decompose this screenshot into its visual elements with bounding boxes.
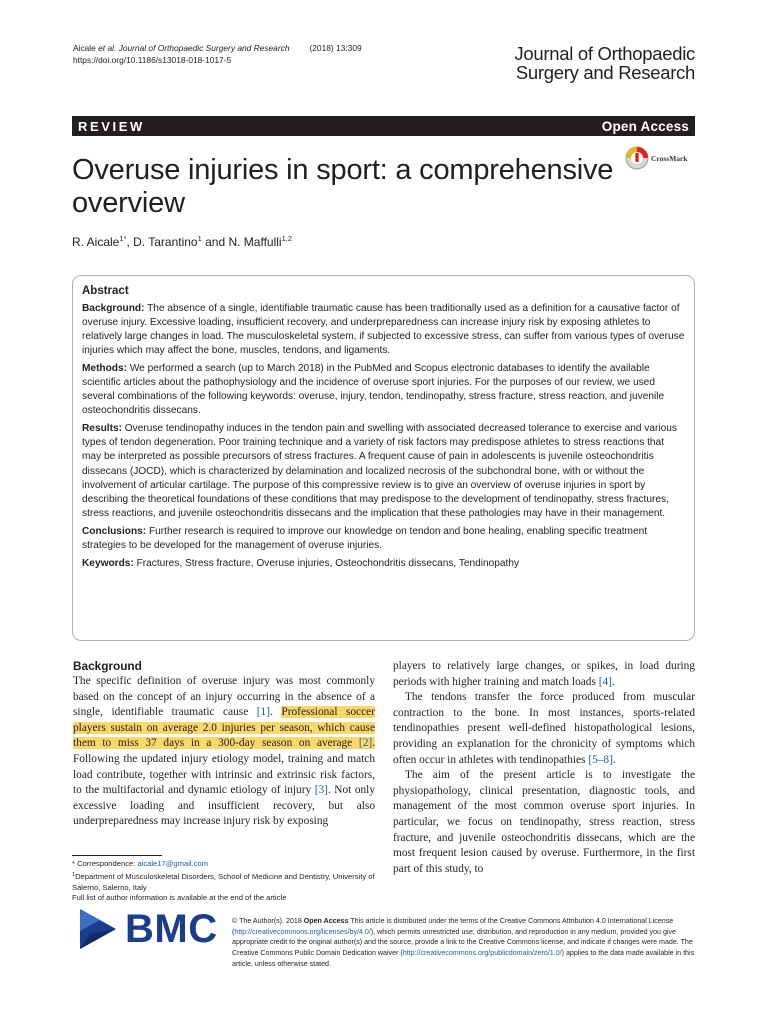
body-text: . Not only excessive loading and insufficient recovery, but also underpreparedness may increase injury risk by exposing [73, 784, 375, 828]
bmc-wordmark: BMC [125, 907, 218, 951]
abstract-section-text: The absence of a single, identifiable traumatic cause has been traditionally used as a definition for a causative factor of overuse injury. Excessive loading, insufficient recovery, and underpreparedness can increase injury risk by exposing athletes to relatively large changes in load. The musculoskeletal system, if subjected to excessive stress, can suffer from various types of overuse injuries which may affect the bone, muscles, tendons, and ligaments. [82, 303, 685, 357]
open-access-label: Open Access [601, 118, 689, 134]
journal-name-italic: Journal of Orthopaedic Surgery and Research [116, 43, 290, 53]
body-paragraph [393, 659, 695, 690]
correspondence-note [72, 859, 376, 870]
body-text: players to relatively large changes, or spikes, in load during periods with higher training and match loads [393, 660, 695, 688]
license-text: ) applies to the data made available in this article, unless otherwise stated. [232, 949, 695, 968]
doi-link[interactable]: https://doi.org/10.1186/s13018-018-1017-5 [73, 55, 232, 65]
abstract-section-text: We performed a search (up to March 2018) in the PubMed and Scopus electronic databases to identify the available scientific articles about the pathophysiology and the incidence of overuse sport injuries. For the purposes of our review, we used several combinations of the following keywords: overuse, injury, tendon, tendinopathy, stress fracture, stress reaction, and juvenile osteochondritis dissecans. [82, 363, 665, 417]
public-domain-url-link[interactable]: http://creativecommons.org/publicdomain/zero/1.0/ [402, 949, 562, 958]
footnotes [72, 855, 376, 904]
footnote-divider [72, 855, 162, 856]
body-text: The specific definition of overuse injury was most commonly based on the concept of an injury occurring in the absence of a single, identifiable traumatic cause [73, 675, 375, 719]
crossmark-badge[interactable] [625, 146, 688, 170]
section-heading-background: Background [73, 659, 142, 673]
abstract-box [72, 275, 695, 641]
license-open-access: Open Access [303, 917, 349, 925]
reference-link[interactable]: [4] [598, 675, 612, 688]
license-url-link[interactable]: http://creativecommons.org/licenses/by/4.0/ [234, 927, 371, 936]
abstract-section-text: Overuse tendinopathy induces in the tendon pain and swelling with associated decreased tolerance to exercise and various types of tendon degeneration. Poor training technique and a variety of risk factors may predispose athletes to stress reactions that may be interpreted as possible precursors of stress fractures. A frequent cause of pain in adolescents is juvenile osteochondritis dissecans (JOCD), which is characterized by delamination and localized necrosis of the subchondral bone, with or without the involvement of articular cartilage. The purpose of this compressive review is to give an overview of overuse injuries in sport by describing the theoretical foundations of these conditions that may predispose to the development of tendinopathy, stress fractures, stress reactions, and juvenile osteochondritis dissecans and the implication that these pathologies may have in their management. [82, 423, 677, 519]
body-column-right [393, 659, 695, 877]
article-type-label: REVIEW [78, 118, 145, 134]
correspondence-email[interactable]: aicale17@gmail.com [137, 859, 209, 868]
first-author: Aicale [73, 43, 96, 53]
body-text: . [372, 737, 375, 750]
body-text: . [270, 706, 282, 719]
citation-line [73, 42, 362, 54]
journal-brand [514, 44, 695, 82]
body-paragraph [393, 690, 695, 768]
body-text: Professional soccer players sustain on average 2.0 injuries per season, which cause them to miss 37 days in a 300-day season on average [73, 706, 375, 750]
license-text: ), which permits unrestricted use, distribution, and reproduction in any medium, provided you give appropriate credit to the original author(s) and the source, provide a link to the Creative Commons license, and indicate if changes were made. The Creative Commons Public Domain Dedication waiver ( [232, 927, 693, 958]
journal-brand-line2: Surgery and Research [515, 62, 695, 83]
volume-info: (2018) 13:309 [309, 43, 362, 53]
abstract-section-text: Fractures, Stress fracture, Overuse injuries, Osteochondritis dissecans, Tendinopathy [133, 557, 520, 569]
body-column-left [73, 659, 375, 830]
author-info-note: Full list of author information is available at the end of the article [72, 893, 287, 903]
abstract-section-label: Keywords: [82, 557, 134, 569]
abstract-methods [82, 362, 685, 418]
body-text: . [611, 675, 615, 688]
bmc-logo [80, 909, 218, 949]
author-name: and N. Maffulli [201, 235, 282, 249]
crossmark-icon [625, 146, 649, 170]
correspondence-label: * Correspondence: [72, 859, 138, 868]
abstract-background [82, 302, 685, 358]
abstract-heading: Abstract [82, 285, 129, 297]
author-name: , D. Tarantino [126, 235, 198, 249]
abstract-section-label: Results: [82, 423, 122, 435]
reference-link[interactable]: [5–8] [588, 753, 613, 766]
author-affiliation: 1 [197, 234, 202, 243]
reference-link[interactable]: [3] [314, 784, 328, 797]
abstract-section-label: Conclusions: [82, 525, 147, 537]
author-name: R. Aicale [72, 235, 120, 249]
body-paragraph [73, 674, 375, 830]
et-al: et al. [95, 43, 117, 53]
reference-link[interactable]: [1] [256, 706, 271, 719]
author-affiliation: 1,2 [281, 234, 293, 243]
abstract-section-label: Methods: [82, 363, 127, 375]
license-text: © The Author(s). 2018 [232, 917, 304, 925]
body-text: Following the updated injury etiology model, training and match load contribute, together with intrinsic and extrinsic risk factors, to the multifactorial and dynamic etiology of injury [73, 752, 375, 797]
license-text: This article is distributed under the terms of the Creative Commons Attribution 4.0 International License ( [232, 917, 674, 936]
body-paragraph: The aim of the present article is to investigate the physiopathology, clinical presentation, diagnostic tools, and management of the most common overuse sport injuries. In particular, we focus on tendinopathy, stress reaction, stress fracture, and juvenile osteochondritis dissecans, which are the most frequent lesion caused by overuse. Furthermore, in the first part of this study, to [393, 769, 695, 875]
affiliation-text: Department of Musculoskeletal Disorders, School of Medicine and Dentistry, University of Salerno, Salerno, Italy [72, 871, 375, 892]
affiliation-number: 1 [72, 871, 76, 878]
body-text: . [612, 753, 616, 766]
abstract-section-label: Background: [82, 303, 145, 314]
abstract-keywords [82, 557, 685, 571]
abstract-conclusions [82, 525, 685, 553]
abstract-results [82, 422, 685, 520]
article-title: Overuse injuries in sport: a comprehensive overview [72, 154, 614, 219]
abstract-section-text: Further research is required to improve our knowledge on tendon and bone healing, enabling specific treatment strategies to be developed for the management of overuse injuries. [82, 525, 648, 551]
bmc-mark-icon [80, 909, 116, 949]
affiliation-note [72, 870, 376, 894]
author-affiliation: 1* [119, 234, 127, 243]
reference-link[interactable]: [2] [358, 737, 373, 750]
license-statement [232, 916, 697, 970]
crossmark-label: CrossMark [651, 153, 688, 163]
running-header [73, 42, 362, 66]
body-text: The tendons transfer the force produced from muscular contraction to the bone. In most instances, sports-related tendinopathies present well-defined histopathological lesions, providing an explanation for the chronicity of symptoms which often occur in athletes with tendinopathies [393, 691, 695, 766]
author-list [72, 231, 292, 250]
journal-brand-line1: Journal of Orthopaedic [514, 43, 695, 64]
article-type-bar [72, 116, 695, 136]
